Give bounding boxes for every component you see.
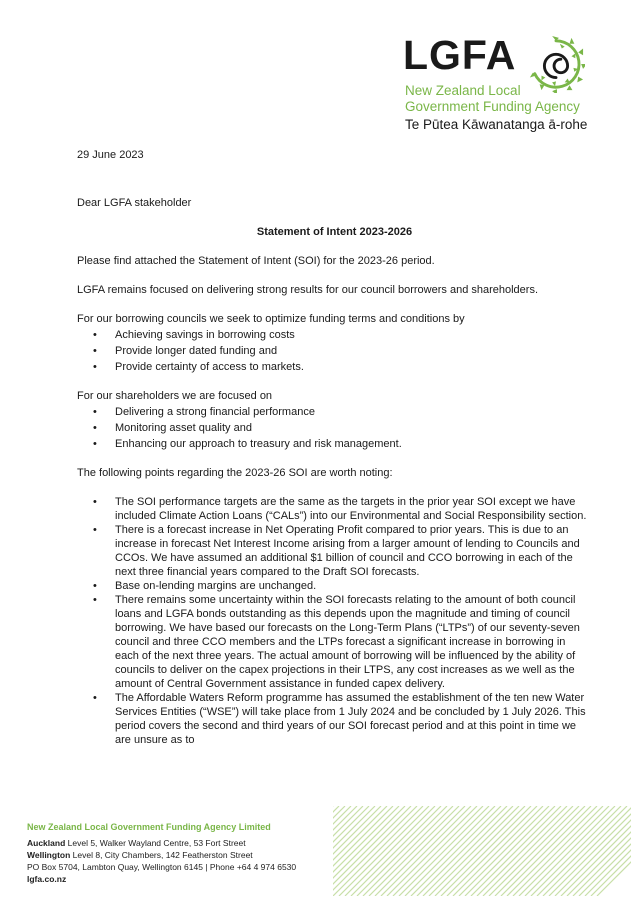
logo-wordmark: LGFA [403, 32, 517, 78]
shareholders-intro: For our shareholders we are focused on [77, 390, 273, 402]
list-item: • Delivering a strong financial performance [77, 405, 592, 419]
hatch-line [333, 806, 423, 896]
hatch-line [411, 806, 501, 896]
councils-intro: For our borrowing councils we seek to optimize funding terms and conditions by [77, 313, 465, 325]
list-item: • Monitoring asset quality and [77, 421, 592, 435]
hatch-line [399, 806, 489, 896]
list-item: • Base on-lending margins are unchanged. [77, 579, 592, 593]
hatch-line [465, 806, 555, 896]
hatch-line [381, 806, 471, 896]
logo-line-3: Te Pūtea Kāwanatanga ā-rohe [405, 117, 588, 132]
list-item: • The SOI performance targets are the same as the targets in the prior year SOI except we have included Climate Action Loans (“CALs”) into our Environmental and Social Responsibility section. [77, 495, 592, 523]
hatch-line [333, 806, 417, 896]
notes-list [77, 495, 592, 747]
hatch-line [369, 806, 459, 896]
hatch-line [345, 806, 435, 896]
footer-auckland [27, 837, 327, 849]
hatch-line [471, 806, 561, 896]
letter-date: 29 June 2023 [77, 149, 144, 161]
logo-line-1: New Zealand Local [405, 83, 521, 98]
hatch-line [531, 806, 621, 896]
footer-company: New Zealand Local Government Funding Agency Limited [27, 822, 271, 832]
footer-web-link[interactable]: lgfa.co.nz [27, 874, 67, 884]
hatch-line [405, 806, 495, 896]
councils-list [77, 328, 592, 374]
letter-greeting: Dear LGFA stakeholder [77, 197, 192, 209]
hatch-line [447, 806, 537, 896]
footer-wellington [27, 849, 327, 861]
hatch-line [429, 806, 519, 896]
hatch-line [525, 806, 615, 896]
letter-title: Statement of Intent 2023-2026 [256, 226, 413, 238]
hatch-line [363, 806, 453, 896]
hatch-line [393, 806, 483, 896]
footer-auckland-address: Level 5, Walker Wayland Centre, 53 Fort Street [67, 838, 246, 848]
hatch-line [333, 806, 369, 896]
hatch-line [339, 806, 429, 896]
hatch-line [495, 806, 585, 896]
shareholders-list [77, 405, 592, 451]
footer-auckland-label: Auckland [27, 838, 66, 848]
hatch-line [513, 806, 603, 896]
list-item: • Enhancing our approach to treasury and risk management. [77, 437, 592, 451]
lgfa-logo [403, 33, 603, 133]
footer-wellington-address: Level 8, City Chambers, 142 Featherston Street [72, 850, 253, 860]
logo-line-2: Government Funding Agency [405, 99, 580, 114]
hatch-line [537, 806, 627, 896]
intro-paragraph: Please find attached the Statement of Intent (SOI) for the 2023-26 period. [77, 255, 435, 267]
notes-intro: The following points regarding the 2023-26 SOI are worth noting: [77, 467, 393, 479]
hatch-line [507, 806, 597, 896]
hatch-line [453, 806, 543, 896]
hatch-line [435, 806, 525, 896]
hatch-line [459, 806, 549, 896]
hatch-line [441, 806, 531, 896]
hatch-line [519, 806, 609, 896]
footer-po-box: PO Box 5704, Lambton Quay, Wellington 6145 [27, 862, 203, 872]
hatch-line [483, 806, 573, 896]
list-item: • Achieving savings in borrowing costs [77, 328, 592, 342]
list-item: • There remains some uncertainty within the SOI forecasts relating to the amount of both council loans and LGFA bonds outstanding as this depends upon the magnitude and timing of council borrowing. We have based our forecasts on the Long-Term Plans (“LTPs”) of our seventy-seven council and three CCO members and the LTPs forecast a significant increase in borrowing in each of the next three years. The actual amount of borrowing will be influenced by the ability of councils to deliver on the capex projections in their LTPS, any cost increases as we well as the amount of Central Government assistance in funded capex delivery. [77, 593, 592, 691]
hatch-line [489, 806, 579, 896]
footer [27, 821, 327, 885]
footer-contact: PO Box 5704, Lambton Quay, Wellington 6145 | Phone +64 4 974 6530 [27, 862, 297, 872]
footer-wellington-label: Wellington [27, 850, 71, 860]
list-item: • Provide certainty of access to markets. [77, 360, 592, 374]
hatch-line [477, 806, 567, 896]
list-item: • Provide longer dated funding and [77, 344, 592, 358]
hatch-line [351, 806, 441, 896]
hatch-line [357, 806, 447, 896]
hatch-line [423, 806, 513, 896]
list-item: • There is a forecast increase in Net Operating Profit compared to prior years. This is due to an increase in forecast Net Interest Income arising from a larger amount of lending to Councils and CCOs. We have assumed an additional $1 billion of council and CCO borrowing in each of the next three financial years compared to the Draft SOI forecasts. [77, 523, 592, 579]
hatch-line [387, 806, 477, 896]
letter-body [77, 148, 592, 747]
hatch-line [417, 806, 507, 896]
hatch-line [501, 806, 591, 896]
focus-paragraph: LGFA remains focused on delivering strong results for our council borrowers and shareholders. [77, 284, 539, 296]
fern-koru-icon [527, 35, 585, 93]
footer-phone: Phone +64 4 974 6530 [209, 862, 297, 872]
decorative-hatch-pattern [333, 806, 631, 896]
hatch-line [375, 806, 465, 896]
list-item: • The Affordable Waters Reform programme has assumed the establishment of the ten new Water Services Entities (“WSE”) will take place from 1 July 2024 and be concluded by 1 July 2026. This period covers the second and third years of our SOI forecast period and at this point in time we are unsure as to [77, 691, 592, 747]
footer-web [27, 873, 327, 885]
